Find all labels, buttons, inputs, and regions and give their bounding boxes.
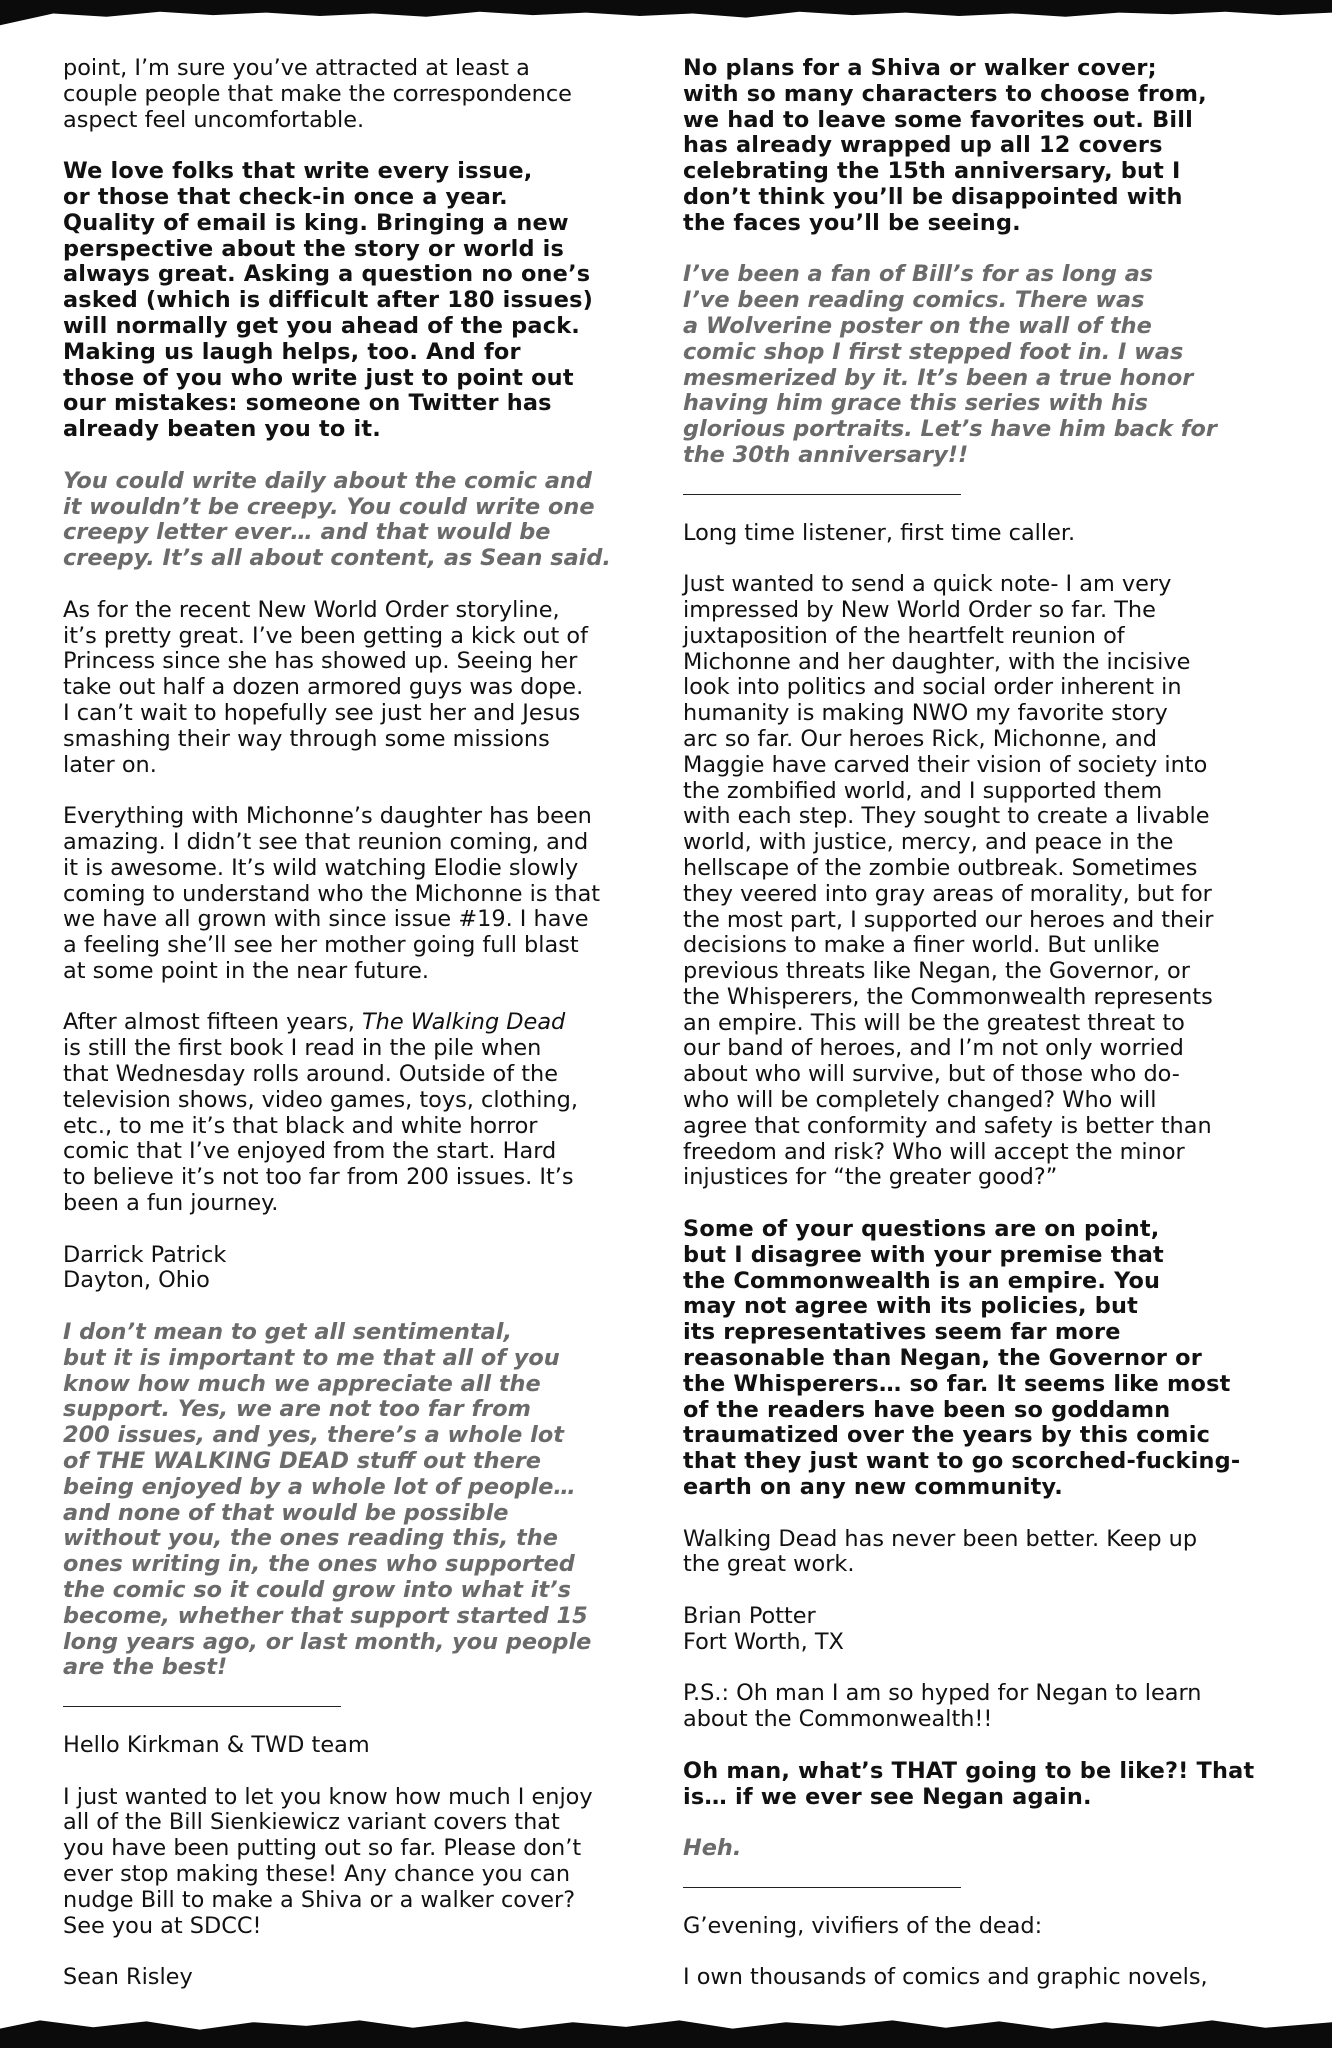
left-column <box>63 56 655 2017</box>
letter-text-part: is still the first book I read in the pile when that Wednesday rolls around. Outside of the television shows, video games, toys, clothing, etc., to me it’s that black and white horror comic that I’ve enjoyed from the start. Hard to believe it’s not too far from 200 issues. It’s been a fun journey. <box>63 1035 578 1217</box>
right-column <box>683 56 1275 2017</box>
letter-signature: Darrick Patrick Dayton, Ohio <box>63 1241 227 1294</box>
letter-greeting: Long time listener, first time caller. <box>683 519 1076 546</box>
letter-text <box>63 1010 655 1216</box>
letter-text: Walking Dead has never been better. Keep up the great work. <box>683 1525 1198 1578</box>
letter-divider <box>683 469 961 495</box>
editor-reply-italic: Heh. <box>683 1835 742 1862</box>
editor-reply-italic: I don’t mean to get all sentimental, but it is important to me that all of you know how much we appreciate all the support. Yes, we are not too far from 200 issues, and yes, there’s a whole lot of THE WALKING DEAD stuff out there being enjoyed by a whole lot of people… and none of that would be possible without you, the ones reading this, the ones writing in, the ones who supported the comic so it could grow into what it’s become, whether that support started 15 long years ago, or last month, you people are the best! <box>63 1319 592 1681</box>
letter-text: Just wanted to send a quick note- I am very impressed by New World Order so far. The juxtaposition of the heartfelt reunion of Michonne and her daughter, with the incisive look into politics and social order inherent in humanity is making NWO my favorite story arc so far. Our heroes Rick, Michonne, and Maggie have carved their vision of society into the zombified world, and I supported them with each step. They sought to create a livable world, with justice, mercy, and peace in the hellscape of the zombie outbreak. Sometimes they veered into gray areas of morality, but for the most part, I supported our heroes and their decisions to make a finer world. But unlike previous threats like Negan, the Governor, or the Whisperers, the Commonwealth represents an empire. This will be the greatest threat to our band of heroes, and I’m not only worried about who will survive, but of those who do- who will be completely changed? Who will agree that conformity and safety is better than freedom and risk? Who will accept the minor injustices for “the greater good?” <box>683 571 1214 1191</box>
torn-top-border <box>0 0 1332 42</box>
letter-greeting: Hello Kirkman & TWD team <box>63 1732 370 1758</box>
editor-reply-italic: I’ve been a fan of Bill’s for as long as I’ve been reading comics. There was a Wolverine poster on the wall of the comic shop I first stepped foot in. I was mesmerized by it. It’s been a true honor having him grace this series with his glorious portraits. Let’s have him back for the 30th anniversary!! <box>683 261 1217 468</box>
editor-reply: No plans for a Shiva or walker cover; with so many characters to choose from, we had to leave some favorites out. Bill has already wrapped up all 12 covers celebrating the 15th anniversary, but I don’t think you’ll be disappointed with the faces you’ll be seeing. <box>683 55 1207 236</box>
letter-text: point, I’m sure you’ve attracted at least a couple people that make the correspondence aspect feel uncomfortable. <box>63 55 572 133</box>
letter-divider <box>63 1681 341 1707</box>
editor-reply: Oh man, what’s THAT going to be like?! That is… if we ever see Negan again. <box>683 1757 1255 1810</box>
letter-divider <box>683 1862 961 1888</box>
editor-reply-italic: You could write daily about the comic and it wouldn’t be creepy. You could write one creepy letter ever… and that would be creepy. It’s all about content, as Sean said. <box>63 467 611 572</box>
letter-text: Everything with Michonne’s daughter has been amazing. I didn’t see that reunion coming, and it is awesome. It’s wild watching Elodie slowly coming to understand who the Michonne is that we have all grown with since issue #19. I have a feeling she’ll see her mother going full blast at some point in the near future. <box>63 803 601 984</box>
letter-signature: Brian Potter Fort Worth, TX <box>683 1603 844 1655</box>
editor-reply: We love folks that write every issue, or those that check-in once a year. Quality of email is king. Bringing a new perspective about the story or world is always great. Asking a question no one’s asked (which is difficult after 180 issues) will normally get you ahead of the pack. Making us laugh helps, too. And for those of you who write just to point out our mistakes: someone on Twitter has already beaten you to it. <box>63 158 594 443</box>
letter-signature: Sean Risley <box>63 1964 193 1991</box>
editor-reply: Some of your questions are on point, but I disagree with your premise that the Commonwealth is an empire. You may not agree with its policies, but its representatives seem far more reasonable than Negan, the Governor or the Whisperers… so far. It seems like most of the readers have been so goddamn traumatized over the years by this comic that they just want to go scorched-fucking- earth on any new community. <box>683 1216 1241 1501</box>
letter-text: I own thousands of comics and graphic novels, <box>683 1964 1208 1991</box>
letter-postscript: P.S.: Oh man I am so hyped for Negan to learn about the Commonwealth!! <box>683 1680 1202 1733</box>
letter-text-part: After almost fifteen years, <box>63 1009 362 1036</box>
letter-text: As for the recent New World Order storyline, it’s pretty great. I’ve been getting a kick out of Princess since she has showed up. Seeing her take out half a dozen armored guys was dope. I can’t wait to hopefully see just her and Jesus smashing their way through some missions later on. <box>63 596 588 778</box>
book-title: The Walking Dead <box>361 1009 566 1036</box>
letter-text: I just wanted to let you know how much I enjoy all of the Bill Sienkiewicz variant covers that you have been putting out so far. Please don’t ever stop making these! Any chance you can nudge Bill to make a Shiva or a walker cover? See you at SDCC! <box>63 1783 593 1939</box>
letter-greeting: G’evening, vivifiers of the dead: <box>683 1912 1043 1939</box>
